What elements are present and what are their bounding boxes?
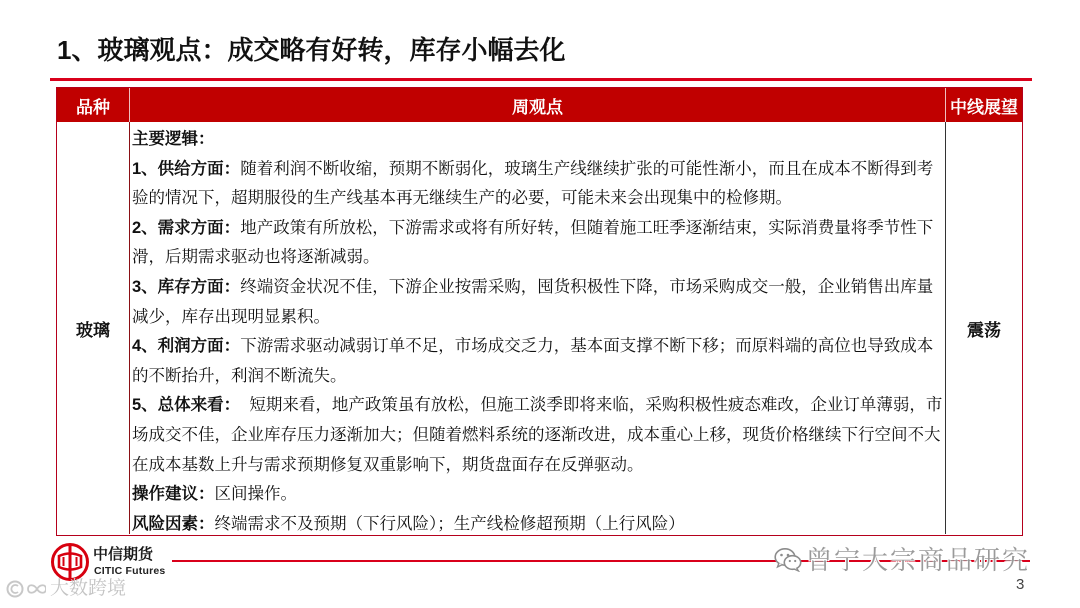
operation-advice (132, 480, 943, 510)
corner-watermark: 大数跨境 (50, 578, 127, 599)
page-number: 3 (1016, 576, 1025, 593)
header-weekly-view: 周观点 (129, 88, 946, 122)
wechat-icon (774, 547, 802, 572)
logic-point-label: 5、总体来看： (132, 396, 241, 415)
logic-point-supply (132, 155, 943, 214)
logic-point-label: 1、供给方面： (132, 159, 241, 178)
risk-factors-label: 风险因素： (132, 514, 215, 533)
table-header-row (57, 88, 1022, 122)
logic-point-inventory (132, 273, 943, 332)
logic-point-text: 随着利润不断收缩，预期不断弱化，玻璃生产线继续扩张的可能性渐小，而且在成本不断得到考验的情况下，超期服役的生产线基本再无继续生产的必要，可能未来会出现集中的检修期。 (132, 159, 934, 208)
variety-cell (57, 122, 129, 534)
account-watermark: 曾宁大宗商品研究 (806, 545, 1031, 575)
citic-logo-icon (50, 542, 90, 582)
main-logic-heading (132, 125, 943, 155)
logic-point-text: 终端资金状况不佳，下游企业按需采购，囤货积极性下降，市场采购成交一般，企业销售出库量减少，库存出现明显累积。 (132, 277, 934, 326)
slide-title: 1、玻璃观点：成交略有好转，库存小幅去化 (57, 35, 566, 65)
outlook-value: 震荡 (967, 320, 1001, 340)
logic-point-text: 短期来看，地产政策虽有放松，但施工淡季即将来临，采购积极性疲态难改，企业订单薄弱，市场成交不佳，企业库存压力逐渐加大；但随着燃料系统的逐渐改进，成本重心上移，现货价格继续下行空间不大在成本基数上升与需求预期修复双重影响下，期货盘面存在反弹驱动。 (132, 396, 943, 474)
view-table (56, 87, 1023, 536)
main-logic-label: 主要逻辑： (132, 130, 215, 148)
brand-name-en: CITIC Futures (94, 565, 166, 577)
logic-point-label: 2、需求方面： (132, 218, 241, 237)
logic-point-profit (132, 332, 943, 391)
brand-name-cn: 中信期货 (93, 546, 154, 563)
risk-factors (132, 510, 943, 540)
logic-point-label: 3、库存方面： (132, 277, 241, 296)
operation-advice-label: 操作建议： (132, 485, 215, 504)
title-underline (50, 78, 1032, 81)
logic-point-overall (132, 391, 943, 480)
corner-logo-icon (6, 578, 46, 600)
table-row (57, 122, 1022, 534)
logic-point-text: 地产政策有所放松，下游需求或将有所好转，但随着施工旺季逐渐结束，实际消费量将季节性下滑，后期需求驱动也将逐渐减弱。 (132, 218, 934, 267)
header-midterm-outlook: 中线展望 (950, 97, 1018, 117)
logic-point-text: 下游需求驱动减弱订单不足，市场成交乏力，基本面支撑不断下移；而原料端的高位也导致成本的不断抬升，利润不断流失。 (132, 337, 934, 385)
logic-point-label: 4、利润方面： (132, 337, 241, 356)
variety-value: 玻璃 (76, 320, 110, 340)
outlook-cell (946, 122, 1022, 534)
operation-advice-text: 区间操作。 (214, 485, 297, 504)
risk-factors-text: 终端需求不及预期（下行风险）；生产线检修超预期（上行风险） (214, 514, 685, 533)
weekly-view-cell (129, 122, 946, 534)
logic-point-demand (132, 214, 943, 273)
header-variety: 品种 (76, 97, 110, 117)
